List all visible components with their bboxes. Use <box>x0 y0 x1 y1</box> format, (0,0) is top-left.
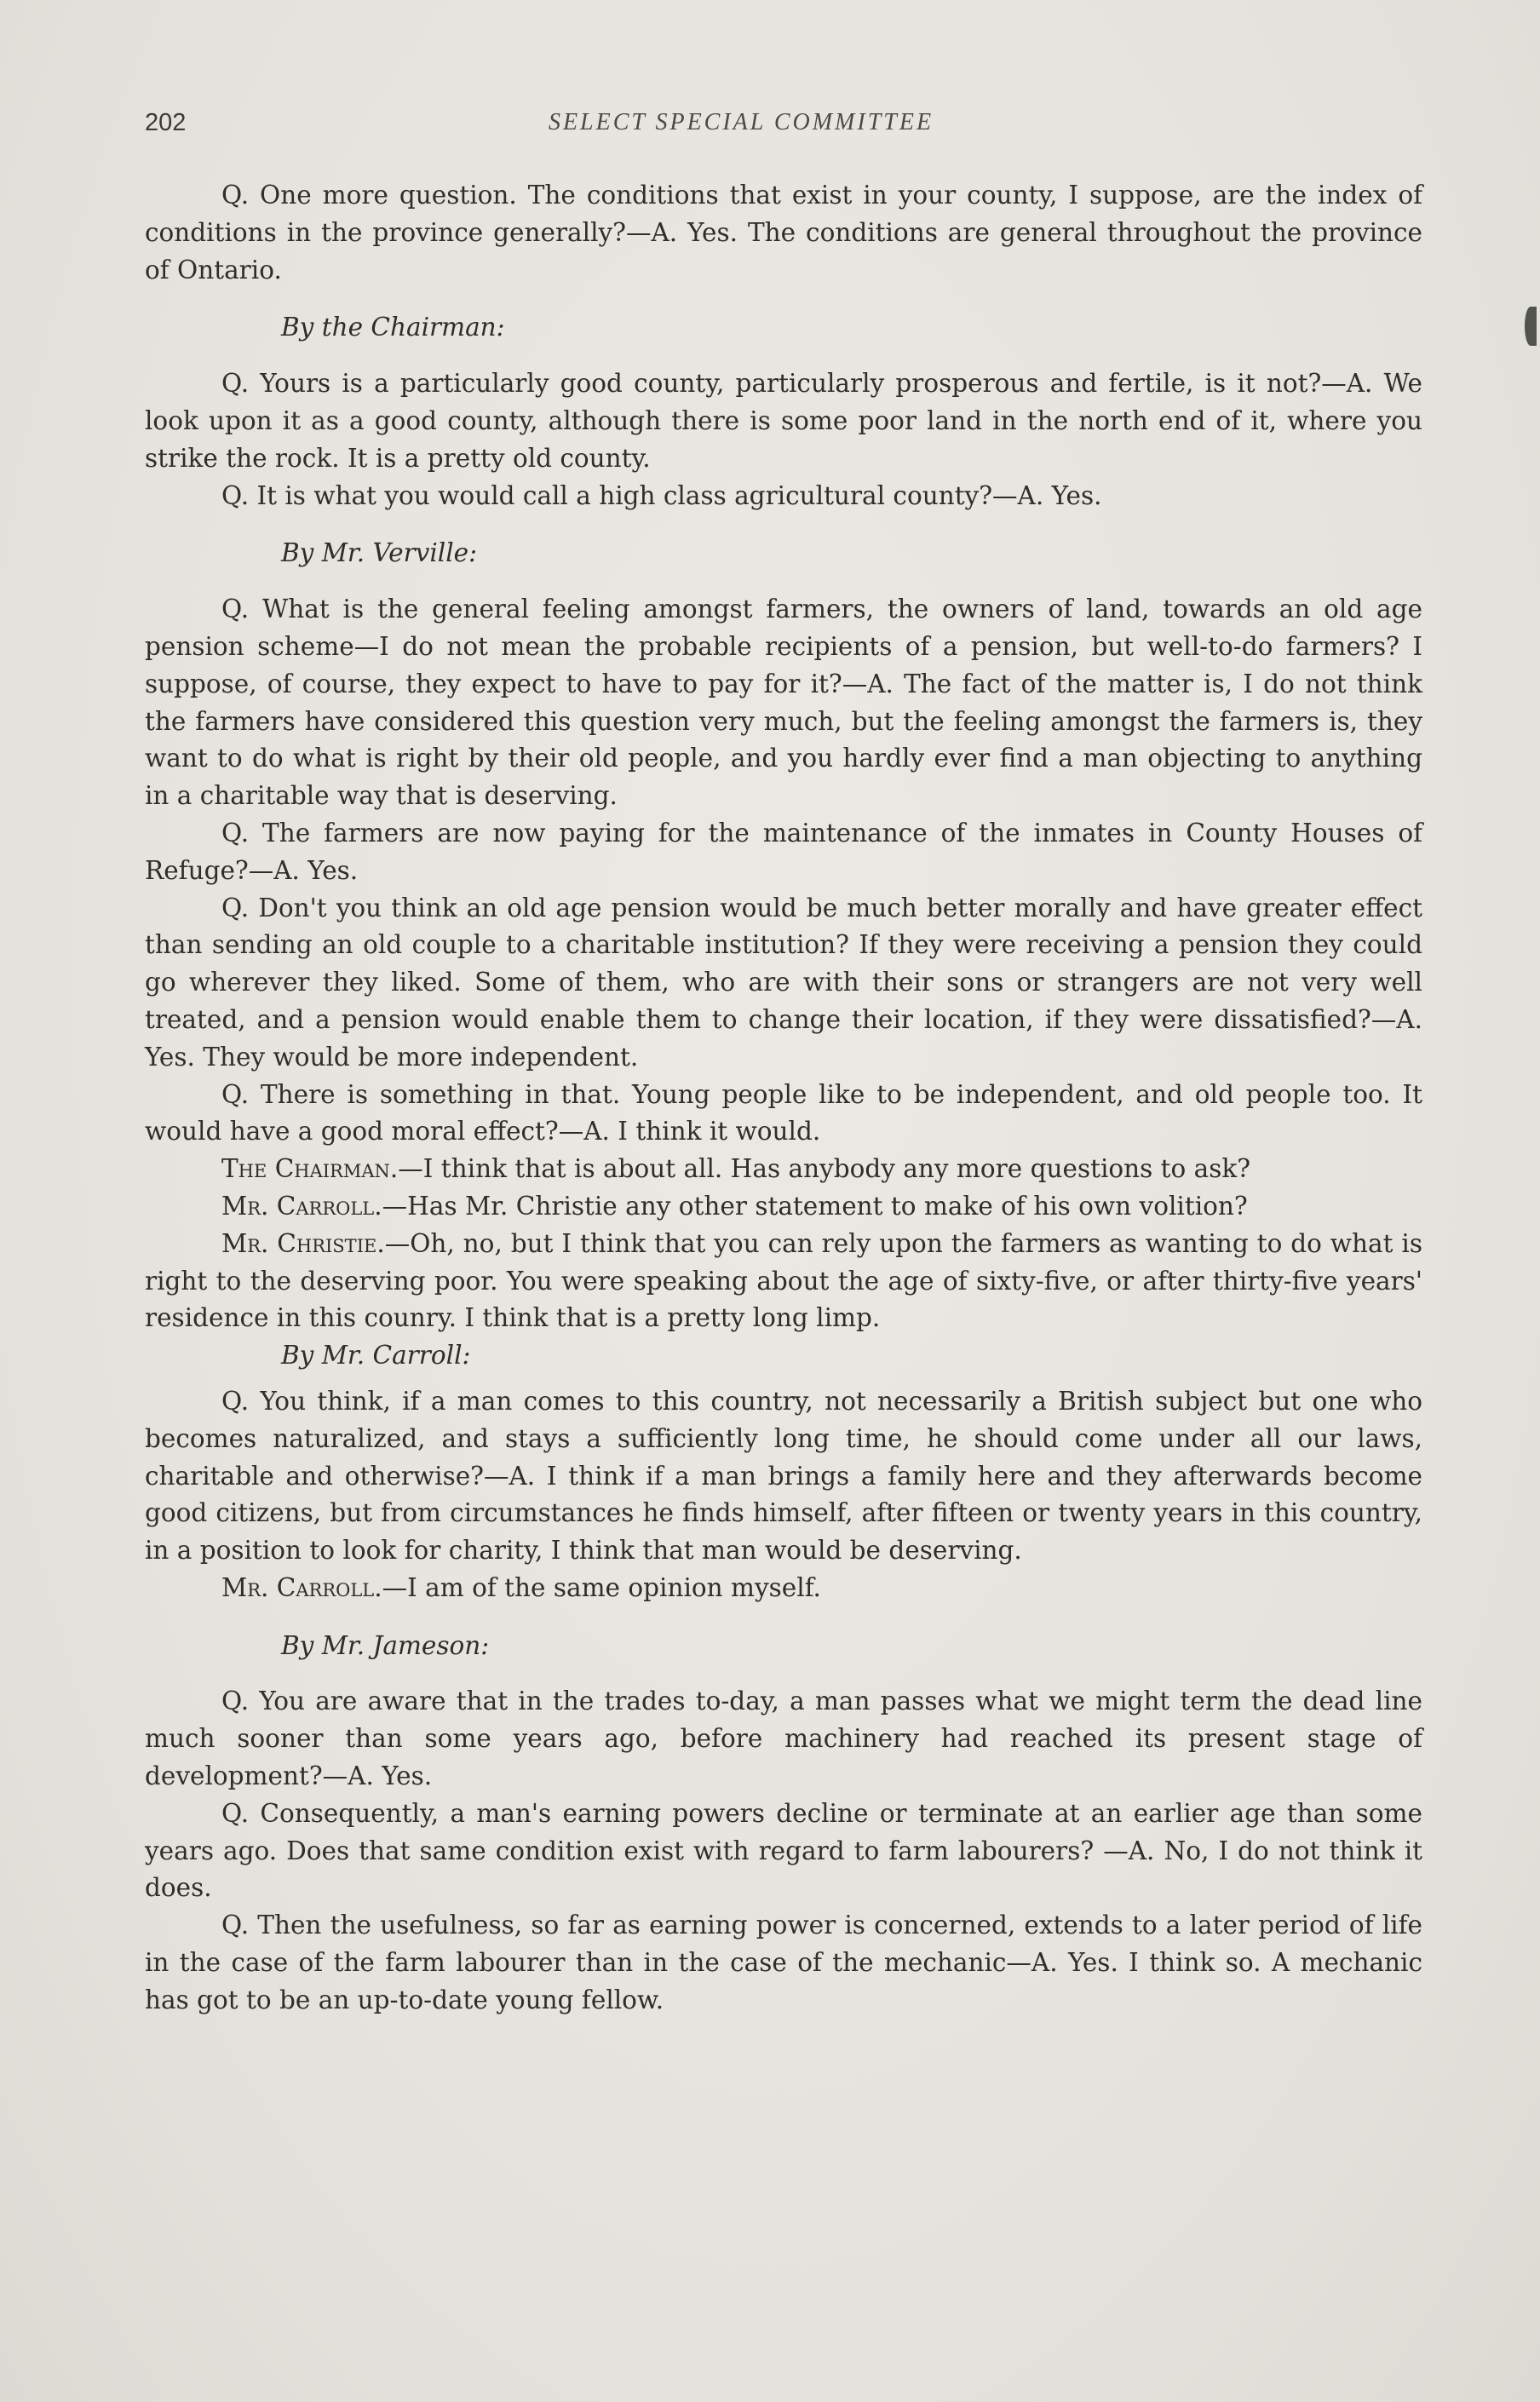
paragraph: Q. It is what you would call a high class agricultural county?—A. Yes. <box>221 480 1102 510</box>
section-heading: By Mr. Carroll: <box>281 1341 471 1371</box>
speaker-name: Mr. Christie. <box>221 1228 385 1258</box>
paragraph: Q. One more question. The conditions that exist in your county, I suppose, are the index of conditions in the province generally?—A. Yes. The conditions are general throughout the province of Ontario. <box>145 181 1422 284</box>
speaker-text: —I think that is about all. Has anybody any more questions to ask? <box>398 1154 1251 1184</box>
page-header <box>145 109 1422 143</box>
body-text <box>145 177 1422 2020</box>
paragraph: Q. You think, if a man comes to this country, not necessarily a British subject but one who becomes naturalized, and stays a sufficiently long time, he should come under all our laws, charitable and otherwise?—A. I think if a man brings a family here and they afterwards become good citizens, but from circumstances he finds himself, after fifteen or twenty years in this country, in a position to look for charity, I think that man would be deserving. <box>145 1386 1422 1566</box>
page-number: 202 <box>145 109 187 136</box>
paragraph: Q. You are aware that in the trades to-day, a man passes what we might term the dead line much sooner than some years ago, before machinery had reached its present stage of development?—A. Yes. <box>145 1687 1422 1791</box>
speaker-paragraph <box>145 1570 1422 1607</box>
section-heading: By Mr. Verville: <box>281 538 478 568</box>
running-head: SELECT SPECIAL COMMITTEE <box>548 109 934 135</box>
paragraph: Q. The farmers are now paying for the maintenance of the inmates in County Houses of Refuge?—A. Yes. <box>145 818 1422 885</box>
paragraph: Q. Then the usefulness, so far as earning power is concerned, extends to a later period of life in the case of the farm labourer than in the case of the mechanic—A. Yes. I think so. A mechanic has got to be an up-to-date young fellow. <box>145 1911 1422 2014</box>
speaker-paragraph <box>145 1188 1422 1226</box>
paragraph: Q. There is something in that. Young people like to be independent, and old people too. It would have a good moral effect?—A. I think it would. <box>145 1079 1422 1146</box>
speaker-text: —I am of the same opinion myself. <box>382 1572 821 1602</box>
speaker-name: Mr. Carroll. <box>221 1191 382 1221</box>
speaker-text: —Has Mr. Christie any other statement to make of his own volition? <box>382 1191 1248 1221</box>
paragraph: Q. Don't you think an old age pension would be much better morally and have greater effect than sending an old couple to a charitable institution? If they were receiving a pension they could go wherever they liked. Some of them, who are with their sons or strangers are not very well treated, and a pension would enable them to change their location, if they were dissatisfied?—A. Yes. They would be more independent. <box>145 893 1422 1072</box>
speaker-paragraph <box>145 1226 1422 1337</box>
speaker-name: The Chairman. <box>221 1154 399 1184</box>
paragraph: Q. What is the general feeling amongst farmers, the owners of land, towards an old age pension scheme—I do not mean the probable recipients of a pension, but well-to-do farmers? I suppose, of course, they expect to have to pay for it?—A. The fact of the matter is, I do not think the farmers have considered this question very much, but the feeling amongst the farmers is, they want to do what is right by their old people, and you hardly ever find a man objecting to anything in a charitable way that is deserving. <box>145 595 1422 811</box>
speaker-paragraph <box>145 1151 1422 1188</box>
section-heading: By Mr. Jameson: <box>281 1630 490 1660</box>
paragraph: Q. Yours is a particularly good county, particularly prosperous and fertile, is it not?—A. We look upon it as a good county, although there is some poor land in the north end of it, where you strike the rock. It is a pretty old county. <box>145 369 1422 473</box>
margin-mark <box>1525 307 1537 346</box>
speaker-name: Mr. Carroll. <box>221 1572 382 1602</box>
speaker-text: —Oh, no, but I think that you can rely upon the farmers as wanting to do what is right to the deserving poor. You were speaking about the age of sixty-five, or after thirty-five years' residence in this counry. I think that is a pretty long limp. <box>145 1228 1422 1333</box>
paragraph: Q. Consequently, a man's earning powers decline or terminate at an earlier age than some years ago. Does that same condition exist with regard to farm labourers? —A. No, I do not think it does. <box>145 1798 1422 1903</box>
section-heading: By the Chairman: <box>281 313 505 342</box>
